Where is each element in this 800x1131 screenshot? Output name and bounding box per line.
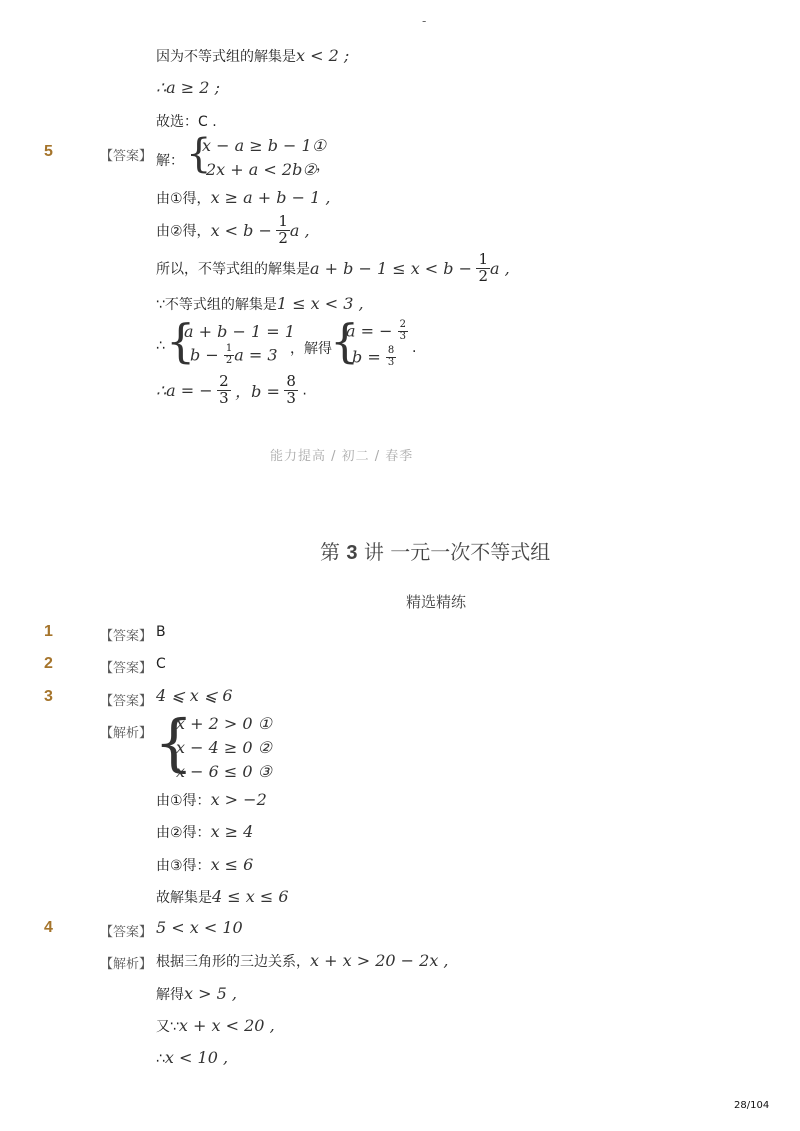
answer-tag: 【答案】: [100, 629, 153, 644]
text-line: 又∵x + x < 20 ,: [156, 1016, 275, 1035]
question-number: 2: [44, 655, 53, 672]
answer-tag: 【答案】: [100, 925, 153, 940]
equation: a = − $\frac{2}{3}$: [346, 319, 406, 342]
text-line: 故解集是4 ≤ x ≤ 6: [156, 887, 289, 906]
fraction: $\frac{1}{2}$: [278, 212, 288, 247]
text-line: ，解得: [290, 341, 332, 357]
text-line: 所以，不等式组的解集是a + b − 1 ≤ x < b − $\frac{1}{2}$ a ,: [156, 250, 510, 285]
equation: a + b − 1 = 1: [184, 322, 295, 341]
answer-tag: 【答案】: [100, 661, 153, 676]
system-brace: {: [186, 131, 212, 177]
text-line: ∴a = − $\frac{2}{3}$ ，b = $\frac{8}{3}$ .: [156, 372, 307, 407]
text-line: 由①得：x > −2: [156, 790, 267, 809]
answer-value: 5 < x < 10: [156, 918, 243, 937]
text-line: 由②得，x < b − $\frac{1}{2}$ a ,: [156, 212, 310, 247]
answer-tag: 【答案】: [100, 149, 153, 164]
question-number: 5: [44, 143, 53, 160]
system-brace: {: [154, 706, 194, 779]
answer-value: B: [156, 624, 166, 640]
section-title: 精选精练: [406, 593, 467, 611]
system-brace: {: [330, 314, 360, 368]
answer-value: C: [156, 656, 166, 672]
text-line: ∴x < 10 ,: [156, 1048, 229, 1067]
equation: x − a ≥ b − 1①: [202, 136, 327, 155]
analysis-tag: 【解析】: [100, 726, 153, 741]
question-number: 3: [44, 688, 53, 705]
question-number: 4: [44, 919, 53, 936]
text-line: 由③得：x ≤ 6: [156, 855, 254, 874]
answer-tag: 【答案】: [100, 694, 153, 709]
equation: x − 6 ≤ 0 ③: [176, 762, 272, 781]
text-line: 故选：C .: [156, 114, 217, 130]
fraction: $\frac{1}{2}$: [478, 250, 489, 285]
equation: b = $\frac{8}{3}$: [352, 345, 395, 368]
equation: 2x + a < 2b②: [206, 160, 317, 179]
system-brace: {: [166, 314, 196, 368]
punctuation: ，: [316, 158, 330, 174]
text-line: ∴a ≥ 2 ;: [156, 78, 220, 97]
punctuation: .: [412, 340, 417, 356]
text-line: 因为不等式组的解集是x < 2 ;: [156, 46, 350, 65]
text-line: 由①得，x ≥ a + b − 1 ,: [156, 188, 331, 207]
text-line: 根据三角形的三边关系，x + x > 20 − 2x ,: [156, 951, 449, 970]
top-mark: -: [422, 14, 427, 28]
page-number: 28/104: [734, 1100, 770, 1111]
solve-label: 解：: [156, 153, 184, 169]
text-line: ∵不等式组的解集是1 ≤ x < 3 ,: [156, 294, 364, 313]
text-line: 由②得：x ≥ 4: [156, 822, 254, 841]
therefore-symbol: ∴: [156, 338, 165, 354]
analysis-tag: 【解析】: [100, 957, 153, 972]
equation: x + 2 > 0 ①: [176, 714, 272, 733]
equation: b − $\frac{1}{2}$ a = 3: [190, 343, 278, 366]
page-footer: 能力提高 / 初二 / 春季: [270, 449, 414, 464]
chapter-title: 第 3 讲 一元一次不等式组: [320, 540, 551, 564]
equation: x − 4 ≥ 0 ②: [176, 738, 272, 757]
question-number: 1: [44, 623, 53, 640]
answer-value: 4 ⩽ x ⩽ 6: [156, 686, 233, 705]
text-line: 解得x > 5 ,: [156, 984, 237, 1003]
